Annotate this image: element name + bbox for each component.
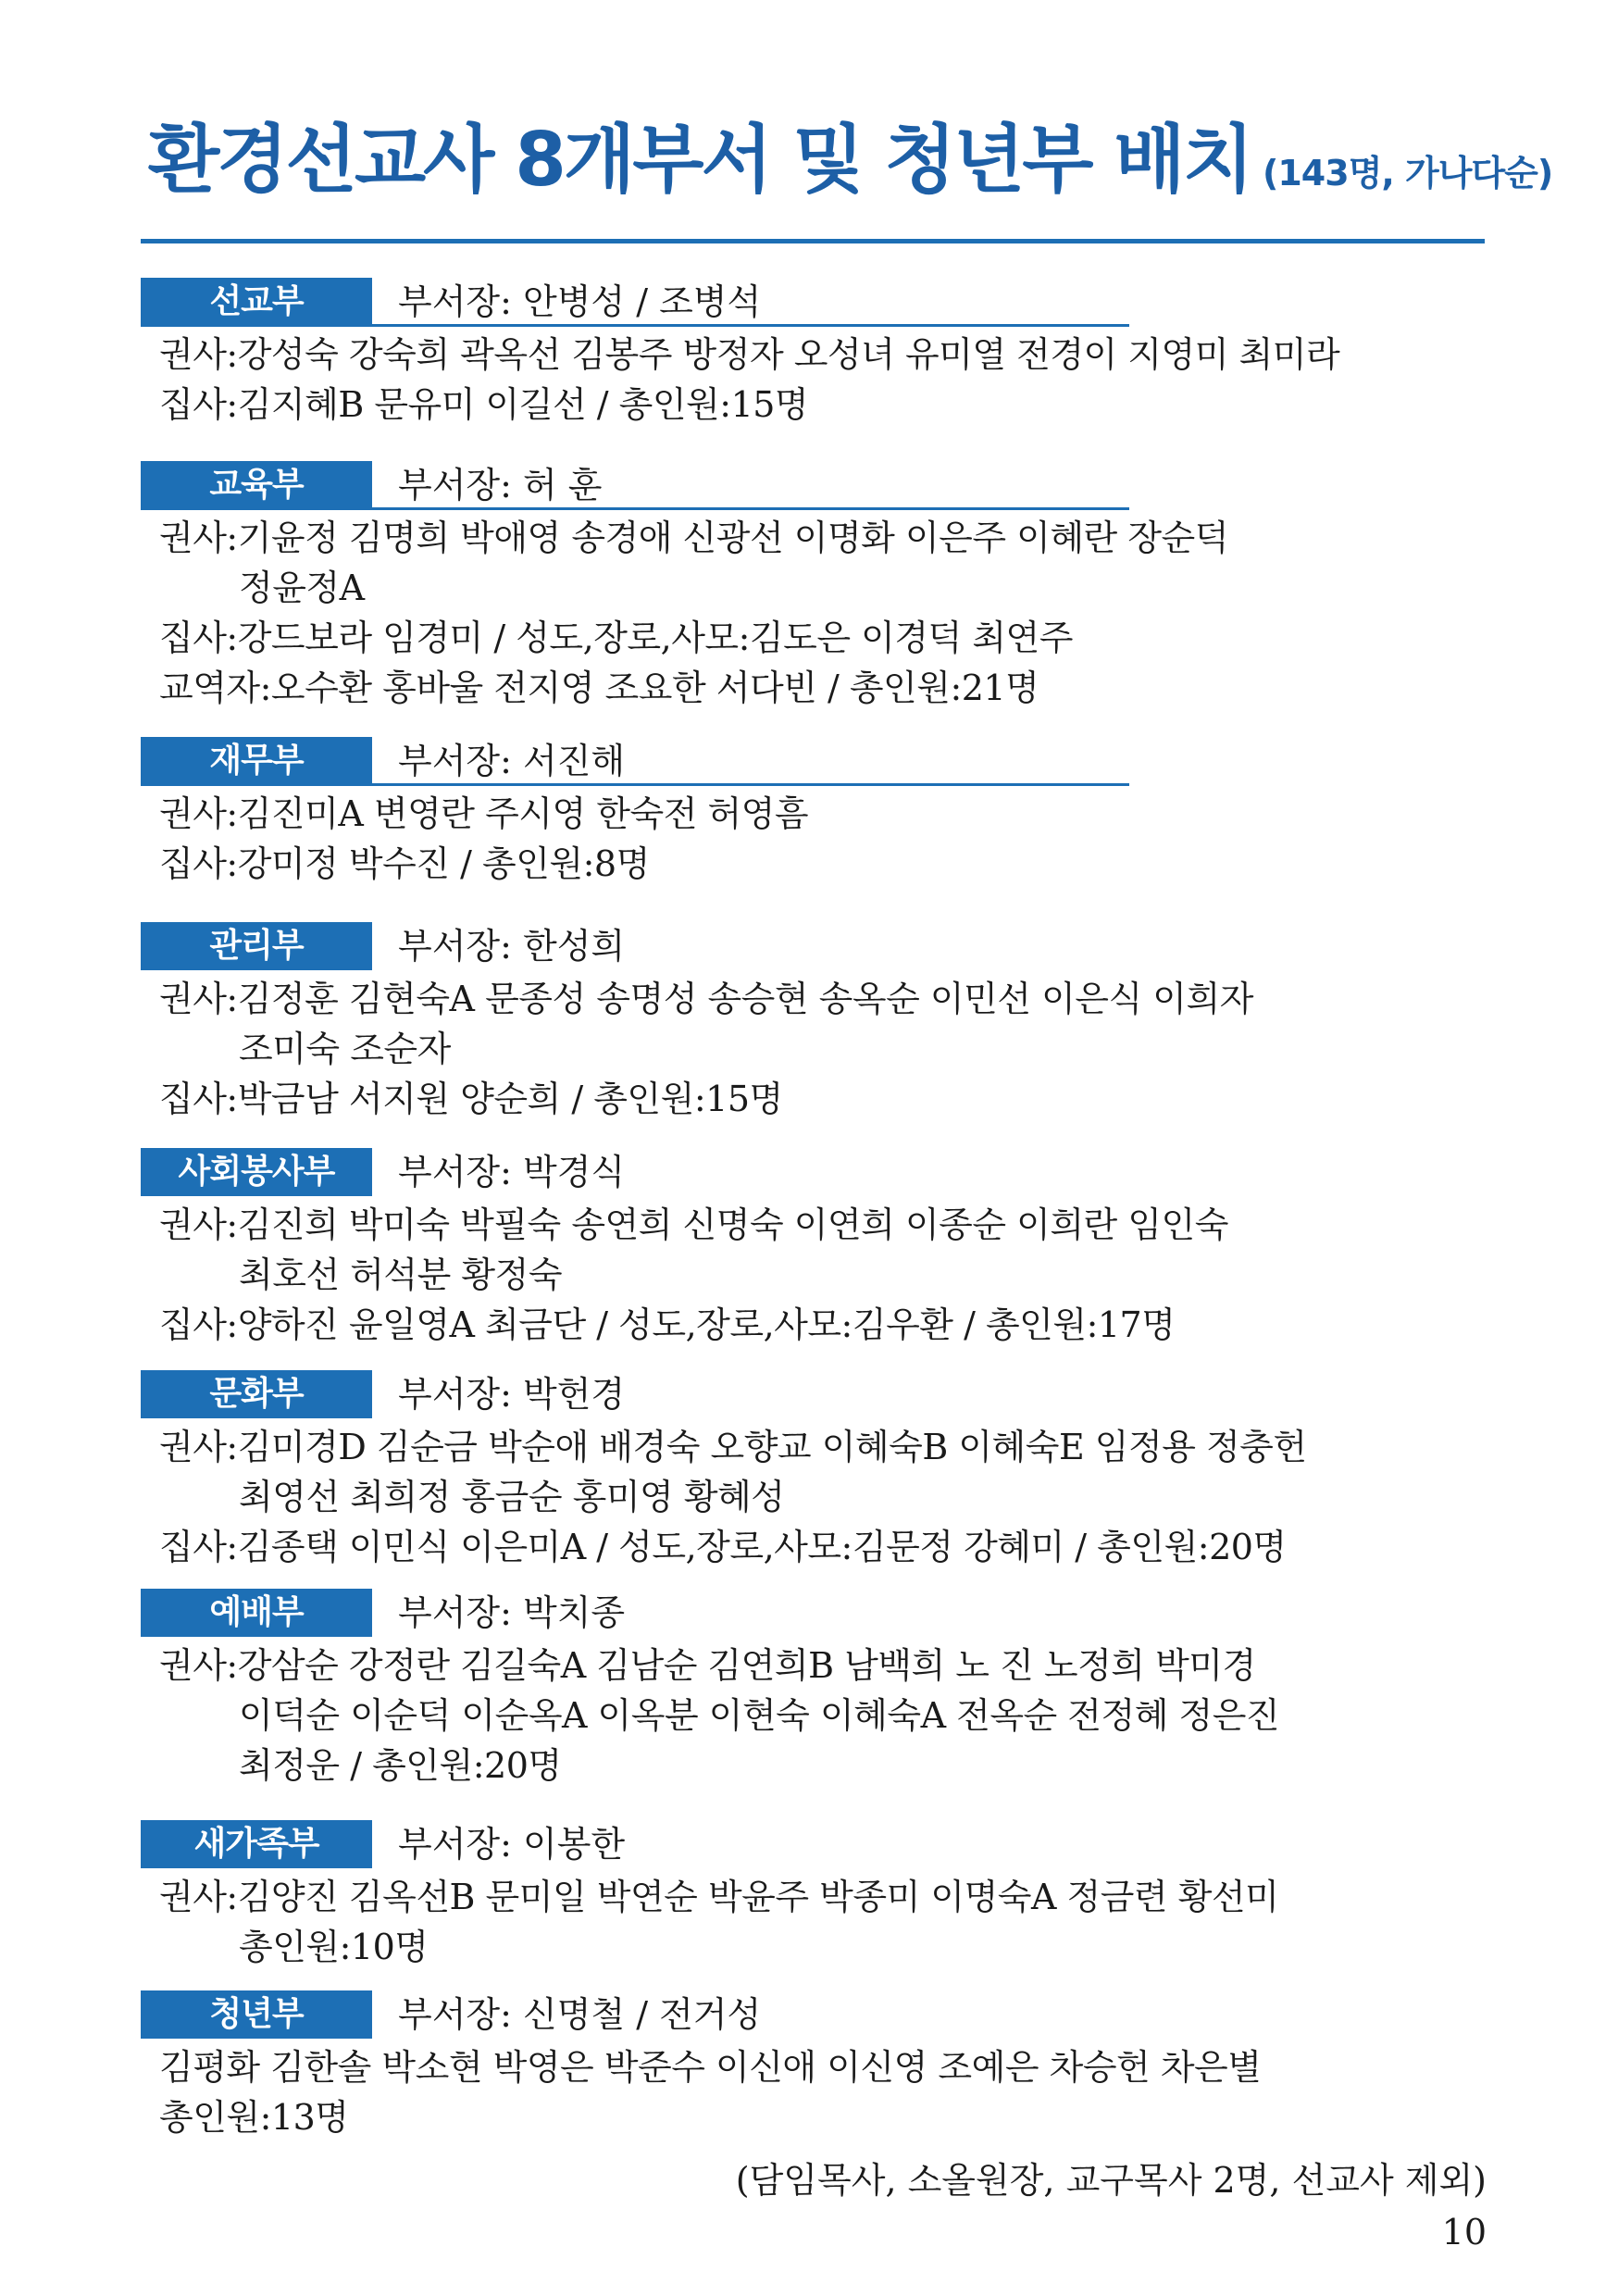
member-line: 권사:김미경D 김순금 박순애 배경숙 오향교 이혜숙B 이혜숙E 임정용 정충헌 [159, 1427, 1307, 1467]
section-header [141, 922, 1501, 974]
section-leader: 부서장: 박헌경 [398, 1374, 626, 1415]
section-worship [141, 1589, 1501, 1791]
section-badge: 재무부 [141, 737, 372, 785]
member-line: 총인원:13명 [159, 2097, 349, 2138]
section-badge: 사회봉사부 [141, 1148, 372, 1196]
member-line: 권사:김진미A 변영란 주시영 한숙전 허영흠 [159, 793, 809, 834]
section-finance [141, 737, 1501, 889]
section-header [141, 1370, 1501, 1422]
title-subtitle: (143명, 가나다순) [1263, 153, 1553, 193]
member-line-continued: 총인원:10명 [239, 1927, 429, 1967]
member-line: 권사:기윤정 김명희 박애영 송경애 신광선 이명화 이은주 이혜란 장순덕 [159, 518, 1228, 558]
member-line: 집사:강미정 박수진 / 총인원:8명 [159, 843, 650, 884]
member-line-continued: 이덕순 이순덕 이순옥A 이옥분 이현숙 이혜숙A 전옥순 전정혜 정은진 [239, 1695, 1280, 1736]
section-leader: 부서장: 신명철 / 전거성 [398, 1994, 762, 2035]
section-header [141, 1820, 1501, 1872]
member-line: 집사:김지혜B 문유미 이길선 / 총인원:15명 [159, 384, 809, 425]
member-line: 교역자:오수환 홍바울 전지영 조요한 서다빈 / 총인원:21명 [159, 668, 1039, 708]
section-rule [141, 324, 1129, 327]
title-main: 환경선교사 8개부서 및 청년부 배치 [148, 117, 1251, 203]
member-line: 권사:김진희 박미숙 박필숙 송연희 신명숙 이연희 이종순 이희란 임인숙 [159, 1204, 1228, 1245]
member-line: 집사:김종택 이민식 이은미A / 성도,장로,사모:김문정 강혜미 / 총인원:20명 [159, 1527, 1287, 1567]
section-new-family [141, 1820, 1501, 1972]
member-line-continued: 조미숙 조순자 [239, 1029, 451, 1069]
page-number: 10 [1441, 2212, 1487, 2252]
section-leader: 부서장: 서진해 [398, 741, 626, 781]
section-leader: 부서장: 한성희 [398, 926, 626, 967]
member-line: 김평화 김한솔 박소현 박영은 박준수 이신애 이신영 조예은 차승헌 차은별 [159, 2047, 1262, 2088]
section-badge: 청년부 [141, 1990, 372, 2039]
section-management [141, 922, 1501, 1124]
member-line: 권사:강성숙 강숙희 곽옥선 김봉주 방정자 오성녀 유미열 전경이 지영미 최미라 [159, 334, 1340, 375]
section-leader: 부서장: 박경식 [398, 1152, 626, 1192]
member-line-continued: 최정운 / 총인원:20명 [239, 1745, 562, 1786]
section-header [141, 737, 1501, 789]
member-line: 집사:강드보라 임경미 / 성도,장로,사모:김도은 이경덕 최연주 [159, 618, 1073, 658]
section-badge: 교육부 [141, 461, 372, 509]
section-header [141, 1148, 1501, 1200]
footnote: (담임목사, 소올원장, 교구목사 2명, 선교사 제외) [735, 2160, 1487, 2201]
page-title-block [148, 109, 1553, 211]
section-culture [141, 1370, 1501, 1572]
member-line: 집사:양하진 윤일영A 최금단 / 성도,장로,사모:김우환 / 총인원:17명 [159, 1304, 1176, 1345]
section-missions [141, 278, 1501, 430]
section-youth [141, 1990, 1501, 2142]
member-line-continued: 정윤정A [239, 568, 365, 608]
member-line: 권사:김양진 김옥선B 문미일 박연순 박윤주 박종미 이명숙A 정금련 황선미 [159, 1877, 1279, 1917]
section-badge: 관리부 [141, 922, 372, 970]
member-line: 집사:박금남 서지원 양순희 / 총인원:15명 [159, 1079, 783, 1119]
page-title [148, 109, 1553, 224]
section-leader: 부서장: 허 훈 [398, 465, 603, 505]
section-social-service [141, 1148, 1501, 1350]
section-badge: 예배부 [141, 1589, 372, 1637]
section-education [141, 461, 1501, 713]
title-divider [141, 239, 1485, 243]
section-header [141, 1589, 1501, 1641]
section-badge: 선교부 [141, 278, 372, 326]
member-line: 권사:김정훈 김현숙A 문종성 송명성 송승현 송옥순 이민선 이은식 이희자 [159, 979, 1253, 1019]
member-line: 권사:강삼순 강정란 김길숙A 김남순 김연희B 남백희 노 진 노정희 박미경 [159, 1645, 1256, 1686]
section-rule [141, 783, 1129, 786]
section-header [141, 461, 1501, 513]
section-header [141, 1990, 1501, 2042]
member-line-continued: 최영선 최희정 홍금순 홍미영 황혜성 [239, 1477, 785, 1517]
section-badge: 새가족부 [141, 1820, 372, 1868]
section-rule [141, 507, 1129, 510]
section-leader: 부서장: 안병성 / 조병석 [398, 281, 762, 322]
section-leader: 부서장: 박치종 [398, 1592, 626, 1633]
section-badge: 문화부 [141, 1370, 372, 1418]
section-leader: 부서장: 이봉한 [398, 1824, 626, 1865]
member-line-continued: 최호선 허석분 황정숙 [239, 1254, 563, 1295]
section-header [141, 278, 1501, 330]
